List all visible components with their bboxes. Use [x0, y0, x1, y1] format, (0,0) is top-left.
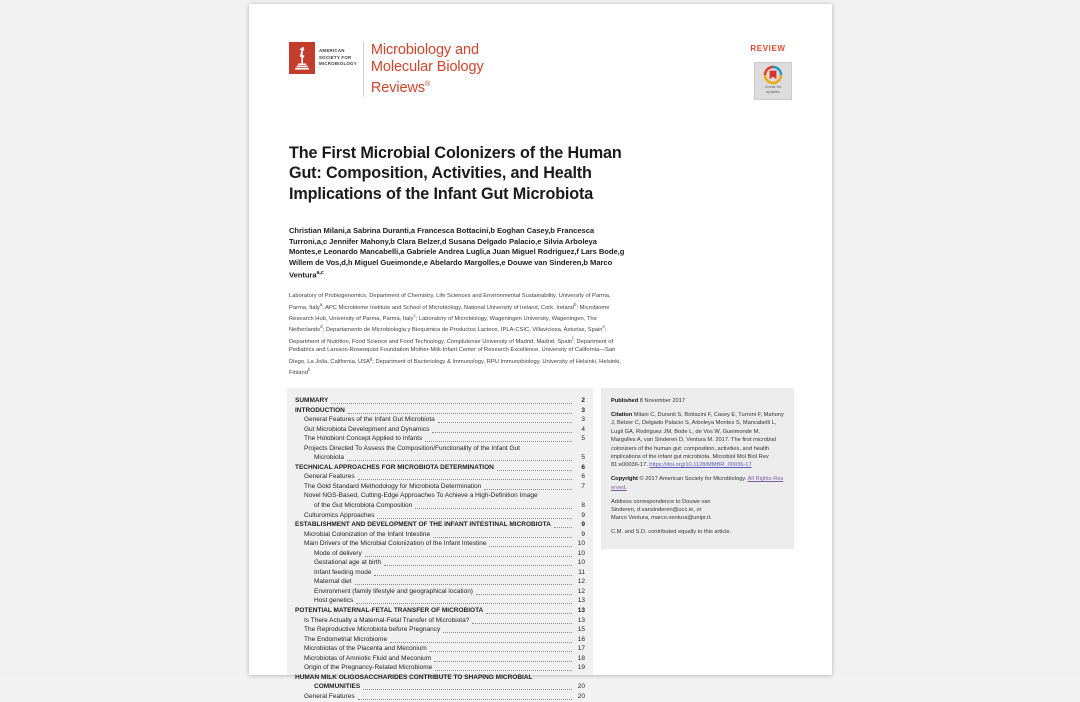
affil-marker: h: [307, 367, 311, 373]
toc-entry-label: HUMAN MILK OLIGOSACCHARIDES CONTRIBUTE TO SHAPING MICROBIAL: [295, 673, 533, 681]
toc-leader-dots: [356, 597, 571, 604]
address-line-1: Address correspondence to Douwe van: [611, 498, 711, 505]
toc-entry[interactable]: [295, 682, 585, 692]
toc-entry-label: Host genetics: [314, 597, 354, 605]
citation-value: Milani C, Duranti S, Bottacini F, Casey E, Turroni F, Mahony J, Belzer C, Delgado Palacio S, Arboleya Montes S, Mancabelli L, Lugli GA, Rodriguez JM, Bode L, de Vos W, Gueimonde M, Margolles A, van Sinderen D, Ventura M. 2017. The first microbial colonizers of the human gut: composition, activities, and health implications of the infant gut microbiota. Microbiol Mol Biol Rev 81:e00036-17.: [611, 411, 784, 469]
toc-entry[interactable]: [295, 644, 585, 654]
toc-entry-label: Novel NGS-Based, Cutting-Edge Approaches To Achieve a High-Definition Image: [304, 492, 538, 500]
asm-society-name: AMERICAN SOCIETY FOR MICROBIOLOGY: [319, 48, 357, 67]
toc-entry-label: Origin of the Pregnancy-Related Microbiome: [304, 664, 433, 672]
address-line-3: Marco Ventura, marco.ventura@unipr.it.: [611, 515, 712, 522]
published-value: 8 November 2017: [639, 398, 685, 404]
toc-entry-page: 17: [577, 645, 585, 653]
journal-name: Microbiology and Molecular Biology Reviews®: [370, 42, 484, 96]
toc-leader-dots: [523, 446, 572, 452]
affil-marker: e: [602, 324, 605, 330]
toc-entry-page: 6: [581, 463, 585, 471]
article-type-label: REVIEW: [750, 44, 786, 53]
toc-leader-dots: [390, 636, 571, 643]
toc-entry-page: 3: [581, 416, 585, 424]
toc-entry-label: Mode of delivery: [314, 549, 362, 557]
rights-link[interactable]: All Rights Reserved.: [611, 476, 784, 491]
toc-entry[interactable]: [295, 596, 585, 606]
affil-marker: a: [319, 301, 323, 307]
toc-entry-label: SUMMARY: [295, 397, 329, 404]
table-of-contents: [287, 388, 593, 700]
affil-marker: c: [413, 312, 416, 318]
toc-entry[interactable]: [295, 511, 585, 521]
microscope-icon: [289, 42, 315, 74]
toc-entry[interactable]: [295, 396, 585, 406]
toc-entry-label: Gestational age at birth: [314, 559, 382, 567]
toc-entry[interactable]: [295, 549, 585, 559]
crossmark-badge[interactable]: [754, 62, 792, 100]
toc-entry-page: 13: [577, 607, 585, 615]
toc-entry-label: Microbiota: [314, 454, 344, 462]
toc-leader-dots: [331, 397, 571, 404]
toc-entry-page: 9: [581, 530, 585, 538]
toc-entry[interactable]: [295, 663, 585, 673]
toc-entry-label: ESTABLISHMENT AND DEVELOPMENT OF THE INFANT INTESTINAL MICROBIOTA: [295, 521, 551, 529]
toc-entry-label: Gut Microbiota Development and Dynamics: [304, 425, 430, 433]
toc-entry[interactable]: [295, 406, 585, 416]
address-line-2: Sinderen, d.vansinderen@ucc.ie, or: [611, 506, 702, 513]
toc-entry-page: 8: [581, 502, 585, 510]
toc-leader-dots: [347, 454, 572, 461]
author-list: Christian Milani,a Sabrina Duranti,a Francesca Bottacini,b Eoghan Casey,b Francesca Turroni,a,c Jennifer Mahony,b Clara Belzer,d Susana Delgado Palacio,e Silvia Arboleya Montes,e Leonardo Mancabelli,a Gabriele Andrea Lugli,a Juan Miguel Rodriguez,f Lars Bode,g Willem de Vos,d,h Miguel Gueimonde,e Abelardo Margolles,e Douwe van Sinderen,b Marco Ventura$^{a,c}$: [289, 226, 625, 280]
toc-leader-dots: [434, 655, 571, 662]
page-gutter-right: [832, 0, 1080, 675]
published-line: [611, 397, 784, 405]
toc-leader-dots: [348, 407, 572, 414]
contribution-note: C.M. and S.D. contributed equally to this article.: [611, 529, 732, 536]
affil-marker: d: [320, 324, 323, 330]
toc-entry-label: General Features: [304, 473, 355, 481]
address-correspondence: [611, 498, 784, 523]
toc-entry-page: 12: [577, 587, 585, 595]
toc-entry-page: 4: [581, 425, 585, 433]
toc-entry[interactable]: [295, 616, 585, 626]
toc-entry[interactable]: [295, 453, 585, 463]
page-gutter-left: [0, 0, 249, 675]
copyright-label: Copyright: [611, 476, 638, 483]
toc-entry[interactable]: [295, 444, 585, 454]
toc-entry-page: 10: [577, 540, 585, 548]
toc-entry-page: 18: [577, 654, 585, 662]
crossmark-icon: [764, 66, 782, 84]
toc-entry-page: 7: [581, 482, 585, 490]
toc-entry-label: Is There Actually a Maternal-Fetal Transfer of Microbiota?: [304, 616, 470, 624]
toc-entry-page: 6: [581, 473, 585, 481]
toc-entry-page: 5: [581, 435, 585, 443]
toc-entry[interactable]: [295, 635, 585, 645]
toc-entry[interactable]: [295, 530, 585, 540]
toc-entry[interactable]: [295, 520, 585, 530]
toc-leader-dots: [438, 416, 572, 423]
toc-entry-page: 5: [581, 454, 585, 462]
toc-entry-label: General Features: [304, 692, 355, 700]
toc-entry-page: 3: [581, 406, 585, 414]
crossmark-label: Check for updates: [764, 85, 782, 94]
toc-entry-label: Culturomics Approaches: [304, 511, 375, 519]
article-title: The First Microbial Colonizers of the Human Gut: Composition, Activities, and Health Implications of the Infant Gut Microbiota: [289, 143, 622, 203]
toc-leader-dots: [541, 493, 572, 499]
toc-entry[interactable]: [295, 501, 585, 511]
toc-entry[interactable]: [295, 472, 585, 482]
citation-label: Citation: [611, 411, 633, 418]
toc-entry-page: 15: [577, 626, 585, 634]
toc-entry-label: The Endometrial Microbiome: [304, 635, 388, 643]
toc-leader-dots: [415, 502, 571, 509]
toc-entry[interactable]: [295, 539, 585, 549]
affil-marker: a,c: [316, 270, 324, 277]
toc-entry[interactable]: [295, 415, 585, 425]
copyright-line: [611, 475, 784, 492]
toc-leader-dots: [433, 531, 571, 538]
toc-leader-dots: [377, 512, 571, 519]
asm-logo: [289, 42, 357, 74]
toc-entry[interactable]: [295, 491, 585, 501]
toc-entry-label: The Reproductive Microbiota before Pregnancy: [304, 626, 441, 634]
toc-entry-page: 2: [581, 397, 585, 404]
toc-leader-dots: [425, 435, 571, 442]
pdf-page: [249, 4, 832, 700]
toc-entry-page: 13: [577, 616, 585, 624]
toc-entry-label: Microbial Colonization of the Infant Intestine: [304, 530, 431, 538]
toc-entry[interactable]: [295, 463, 585, 473]
toc-entry-page: 20: [577, 683, 585, 691]
toc-leader-dots: [484, 483, 571, 490]
affil-marker: f: [572, 335, 574, 341]
toc-entry-label: Microbiotas of the Placenta and Meconium: [304, 645, 427, 653]
toc-entry-label: Main Drivers of the Microbial Colonization of the Infant Intestine: [304, 540, 487, 548]
toc-entry-page: 16: [577, 635, 585, 643]
toc-entry[interactable]: [295, 434, 585, 444]
toc-entry-page: 10: [577, 559, 585, 567]
toc-leader-dots: [472, 617, 571, 624]
toc-leader-dots: [355, 578, 572, 585]
toc-entry-label: of the Gut Microbiota Composition: [314, 502, 413, 510]
toc-entry-page: 9: [581, 511, 585, 519]
copyright-value: © 2017 American Society for Microbiology.: [639, 476, 747, 483]
toc-entry[interactable]: [295, 692, 585, 702]
toc-leader-dots: [435, 664, 571, 671]
toc-entry-page: 20: [577, 692, 585, 700]
toc-entry[interactable]: [295, 587, 585, 597]
masthead-divider: [363, 42, 364, 97]
toc-entry-label: The Holobiont Concept Applied to Infants: [304, 435, 423, 443]
publication-info-panel: [601, 388, 794, 549]
toc-leader-dots: [358, 693, 572, 700]
toc-leader-dots: [384, 559, 571, 566]
published-label: Published: [611, 398, 639, 404]
toc-entry-page: 19: [577, 664, 585, 672]
toc-leader-dots: [536, 675, 572, 681]
toc-leader-dots: [358, 473, 572, 480]
toc-entry[interactable]: [295, 568, 585, 578]
toc-leader-dots: [374, 569, 571, 576]
toc-entry[interactable]: [295, 606, 585, 616]
toc-leader-dots: [365, 550, 572, 557]
toc-entry-label: Infant feeding mode: [314, 568, 372, 576]
doi-link[interactable]: https://doi.org/10.1128/MMBR .00036-17: [649, 462, 752, 469]
toc-leader-dots: [489, 540, 571, 547]
toc-entry-label: General Features of the Infant Gut Microbiota: [304, 416, 435, 424]
toc-entry-page: 13: [577, 597, 585, 605]
toc-leader-dots: [363, 683, 571, 690]
toc-entry-label: INTRODUCTION: [295, 406, 345, 414]
toc-leader-dots: [554, 521, 572, 528]
toc-entry[interactable]: [295, 654, 585, 664]
toc-entry-label: TECHNICAL APPROACHES FOR MICROBIOTA DETERMINATION: [295, 463, 494, 471]
toc-entry[interactable]: [295, 577, 585, 587]
toc-leader-dots: [486, 607, 571, 614]
toc-entry-label: The Gold Standard Methodology for Microbiota Determination: [304, 482, 482, 490]
toc-entry-page: 11: [578, 568, 585, 576]
toc-entry-label: Environment (family lifestyle and geographical location): [314, 587, 473, 595]
toc-entry[interactable]: [295, 625, 585, 635]
affil-marker: g: [369, 355, 373, 361]
toc-leader-dots: [432, 426, 571, 433]
journal-masthead: [289, 42, 541, 97]
toc-leader-dots: [497, 464, 572, 471]
toc-entry-label: Maternal diet: [314, 578, 352, 586]
toc-entry[interactable]: [295, 482, 585, 492]
toc-entry-page: 9: [581, 521, 585, 529]
toc-entry[interactable]: [295, 425, 585, 435]
affil-marker: b: [573, 301, 577, 307]
toc-entry-label: COMMUNITIES: [314, 683, 361, 691]
toc-entry-page: 10: [577, 549, 585, 557]
toc-entry-label: Projects Directed To Assess the Composition/Functionality of the Infant Gut: [304, 444, 520, 452]
toc-entry[interactable]: [295, 673, 585, 683]
toc-leader-dots: [443, 626, 571, 633]
toc-entry-page: 12: [577, 578, 585, 586]
toc-leader-dots: [476, 588, 572, 595]
registered-mark: ®: [424, 81, 431, 88]
affiliations: Laboratory of Probiogenomics, Department of Chemistry, Life Sciences and Environmental Sustainability, University of Parma, Parma, Italy$^a$; APC Microbiome Institute and School of Microbiology, National University of Ireland, Cork, Ireland$^b$; Microbiome Research Hub, University of Parma, Parma, Italy$^c$; Laboratory of Microbiology, Wageningen University, Wageningen, The Netherlands$^d$; Departamento de Microbiologia y Bioquimica de Productos Lacteos, IPLA-CSIC, Villaviciosa, Asturias, Spain$^e$; Department of Nutrition, Food Science and Food Technology, Complutense University of Madrid, Madrid, Spain$^f$; Department of Pediatrics and Larsson-Rosenquist Foundation Mother-Milk-Infant Center of Research Excellence, University of California—San Diego, La Jolla, California, USA$^g$; Department of Bacteriology & Immunology, RPU Immunobiology, University of Helsinki, Helsinki, Finland$^h$: [289, 293, 621, 376]
citation-line: [611, 411, 784, 470]
toc-entry[interactable]: [295, 558, 585, 568]
toc-entry-label: Microbiotas of Amniotic Fluid and Meconium: [304, 654, 432, 662]
toc-leader-dots: [430, 645, 572, 652]
toc-entry-label: POTENTIAL MATERNAL-FETAL TRANSFER OF MICROBIOTA: [295, 607, 484, 615]
